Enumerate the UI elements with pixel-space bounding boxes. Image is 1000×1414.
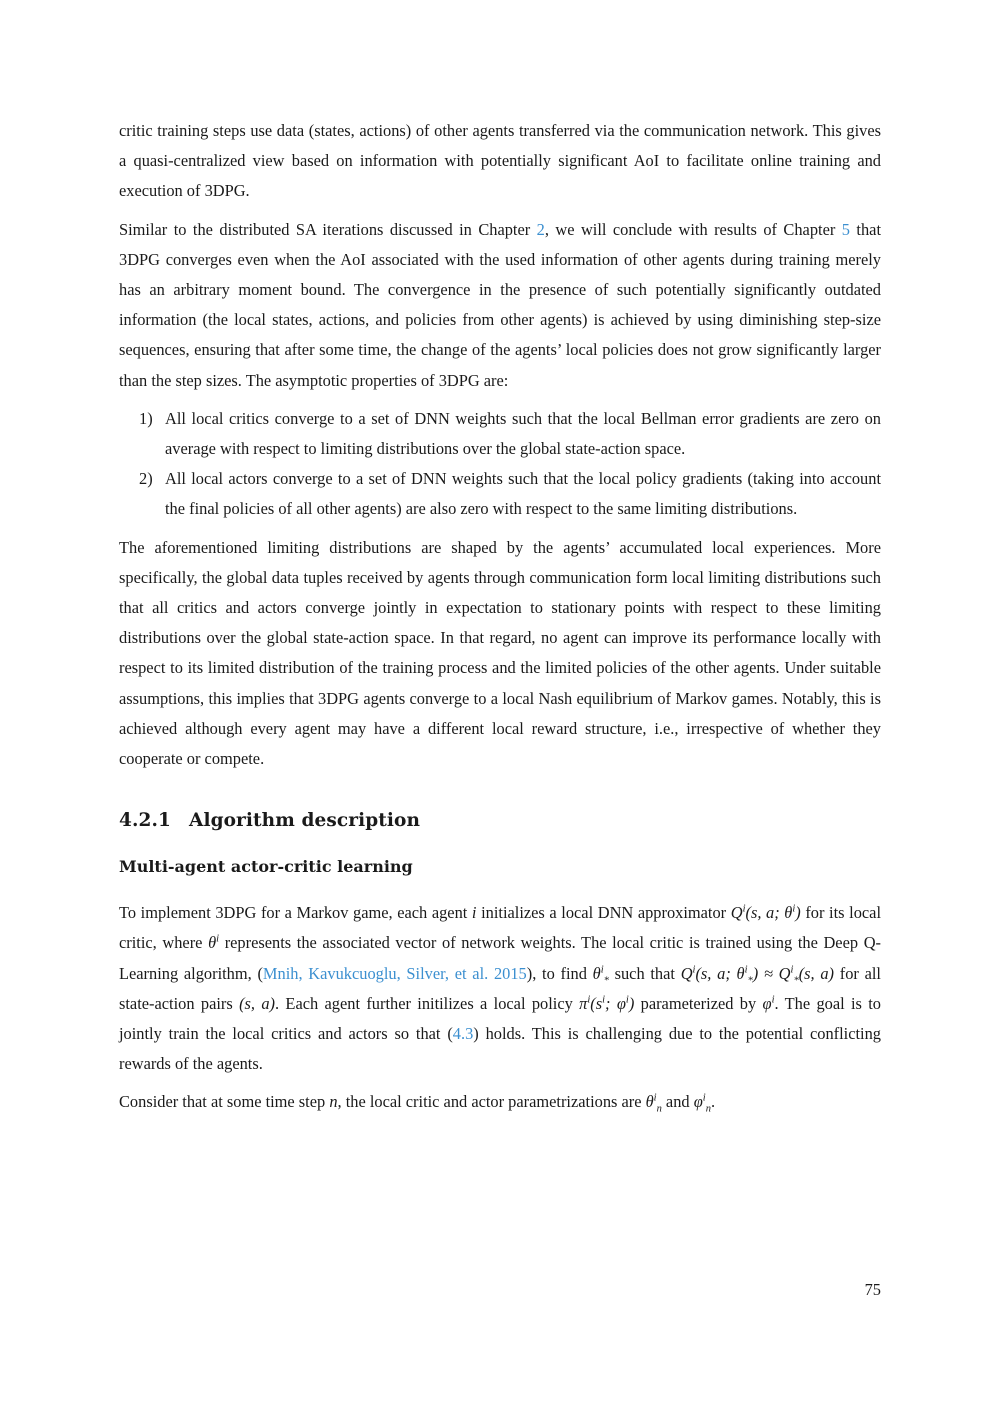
text: parameterized by [634,993,763,1013]
math-theta: $\theta^i$ [208,933,220,953]
text: that 3DPG converges even when the AoI associated with the used information of other agents during training merely has an arbitrary moment bound. The convergence in the presence of such potentially significantly outdated information (the local states, actions, and policies from other agents) is achieved by using diminishing step-size sequences, ensuring that after some time, the change of the agents’ local policies does not grow significantly larger than the step sizes. The asymptotic properties of 3DPG are: [119,219,881,390]
paragraph-implementation [119,898,881,1079]
text: such that [608,963,681,983]
math-phi-n: $\varphi^i_n$ [693,1092,711,1115]
chapter-5-link[interactable]: 5 [841,219,850,239]
page-number: 75 [864,1280,881,1299]
list-item [119,464,881,524]
subsection-heading: Multi-agent actor-critic learning [119,857,413,877]
asymptotic-properties-list [119,404,881,525]
text: . The goal is to jointly train the local critics and actors so that ( [119,993,882,1044]
text: . Each agent further initilizes a local policy [275,993,580,1013]
section-heading [119,810,881,831]
chapter-2-link[interactable]: 2 [536,219,545,239]
text: , the local critic and actor parametrizations are [337,1092,646,1112]
math-phi: $\varphi^i$ [762,993,775,1013]
math-pair: (s, a) [239,993,275,1013]
math-theta-n: $\theta^i_n$ [645,1092,662,1115]
text: represents the associated vector of network weights. The local critic is trained using the Deep Q-Learning algorithm, ( [119,933,881,983]
list-text: All local actors converge to a set of DNN weights such that the local policy gradients (taking into account the final policies of all other agents) are also zero with respect to the same limiting distributions. [165,469,881,519]
page-body [119,116,881,1118]
math-approx: $Q^i(s$, a; $\theta^i_*) \approx Q^i_*(s$, a) [680,963,835,986]
math: i [471,903,477,923]
list-text: All local critics converge to a set of DNN weights such that the local Bellman error gradients are zero on average with respect to limiting distributions over the global state-action space. [165,408,881,459]
list-item [119,404,881,464]
citation-link[interactable]: Mnih, Kavukcuoglu, Silver, et al. 2015 [262,963,527,983]
paragraph-convergence [119,215,881,396]
text: ) holds. This is challenging due to the potential conflicting rewards of the agents. [119,1024,881,1074]
text: Consider that at some time step [119,1092,330,1112]
math-Q: $Q^i(s$, a; $\theta^i$) [730,903,801,923]
text: To implement 3DPG for a Markov game, each agent [119,903,472,923]
paragraph-limiting-distributions: The aforementioned limiting distributions are shaped by the agents’ accumulated local experiences. More specifically, the global data tuples received by agents through communication form local limiting distributions such that all critics and actors converge jointly in expectation to stationary points with respect to these limiting distributions over the global state-action space. In that regard, no agent can improve its performance locally with respect to its limited distribution of the training process and the limited policies of the other agents. Under suitable assumptions, this implies that 3DPG agents converge to a local Nash equilibrium of Markov games. Notably, this is achieved although every agent may have a different local reward structure, i.e., irrespective of whether they cooperate or compete. [119,537,881,769]
math-policy: $\pi^i(s^i$; $\varphi^i$) [579,993,635,1013]
section-title: Algorithm description [189,810,421,832]
section-number: 4.2.1 [119,810,171,832]
text: , we will conclude with results of Chapter [544,219,842,239]
math-theta-star: $\theta^i_*$ [592,963,609,986]
text: . [710,1092,716,1112]
paragraph-critic-training: critic training steps use data (states, actions) of other agents transferred via the communication network. This gives a quasi-centralized view based on information with potentially significant AoI to facilitate online training and execution of 3DPG. [119,121,881,201]
text: Similar to the distributed SA iterations discussed in Chapter [119,219,537,239]
list-number: 2) [139,469,153,489]
text: initializes a local DNN approximator [476,903,731,923]
text: and [661,1092,694,1112]
text: for all state-action pairs [119,963,881,1013]
text: ), to find [526,963,593,983]
list-number: 1) [139,408,153,428]
paragraph-time-step [119,1087,881,1117]
text: for its local critic, where [119,903,881,953]
equation-ref-link[interactable]: 4.3 [452,1024,474,1044]
math-n: n [329,1092,338,1112]
